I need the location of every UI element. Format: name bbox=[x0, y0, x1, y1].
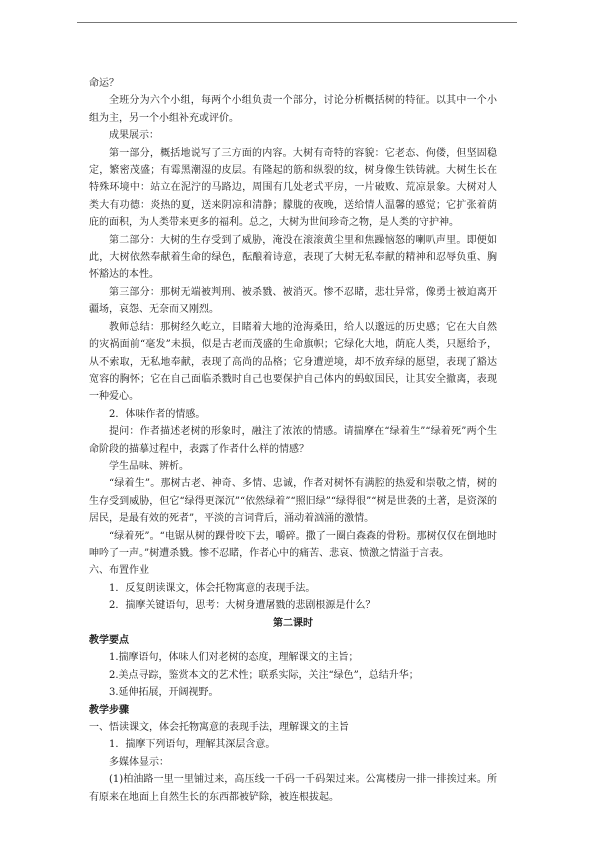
paragraph: 提问：作者描述老树的形象时，融注了浓浓的情感。请揣摩在“绿着生”“绿着死”两个生命阶段的描摹过程中，表露了作者什么样的情感？ bbox=[89, 426, 497, 455]
paragraph: 成果展示： bbox=[109, 130, 159, 142]
list-item: 1．揣摩下列语句，理解其深层含意。 bbox=[109, 739, 276, 751]
paragraph: “绿着生”。那树古老、神奇、多情、忠诚，作者对树怀有满腔的热爱和崇敬之情，树的生存受到威胁，但它“绿得更深沉”“依然绿着”“照旧绿”“绿得很”“树是世袭的土著，是资深的居民，是最有效的死者”，平淡的言词背后，涌动着汹涌的激情。 bbox=[89, 478, 497, 525]
list-item: 2.美点寻踪，鉴赏本文的艺术性；联系实际，关注“绿色”，总结升华； bbox=[109, 669, 419, 681]
paragraph: 命运？ bbox=[89, 78, 119, 89]
list-item: 3.延伸拓展，开阔视野。 bbox=[109, 687, 219, 699]
section-heading: 六、布置作业 bbox=[89, 565, 149, 577]
paragraph: 教师总结：那树经久屹立，目睹着大地的沧海桑田，给人以邈远的历史感；它在大自然的灾祸面前“毫发”未损，似是古老而茂盛的生命旗帜；它绿化大地，荫庇人类，只愿给予，从不索取，无私地奉献，表现了高尚的品格；它身遭逆境，却不放弃绿的愿望，表现了豁达宽容的胸怀；它在自己面临杀戮时自己也要保护自己体内的蚂蚁国民，让其安全撤离，表现一种爱心。 bbox=[89, 321, 497, 403]
document-body bbox=[89, 75, 497, 806]
paragraph: 2．体味作者的情感。 bbox=[109, 408, 206, 420]
list-item: 1.揣摩语句，体味人们对老树的态度，理解课文的主旨； bbox=[109, 652, 359, 664]
paragraph: 第二部分：大树的生存受到了威胁，淹没在滚滚黄尘里和焦躁恼怒的喇叭声里。即便如此，大树依然奉献着生命的绿色，酝酿着诗意，表现了大树无私奉献的精神和忍辱负重、胸怀豁达的本性。 bbox=[89, 234, 497, 281]
paragraph: 全班分为六个小组，每两个小组负责一个部分，讨论分析概括树的特征。以其中一个小组为主，另一个小组补充或评价。 bbox=[89, 95, 497, 124]
list-item: 2．揣摩关键语句，思考：大树身遭屠戮的悲剧根源是什么？ bbox=[109, 600, 376, 612]
section-heading: 一、悟读课文，体会托物寓意的表现手法，理解课文的主旨 bbox=[89, 722, 349, 734]
bold-heading: 教学步骤 bbox=[89, 704, 129, 716]
paragraph: 学生品味、辨析。 bbox=[109, 460, 189, 472]
list-item: 1．反复朗读课文，体会托物寓意的表现手法。 bbox=[109, 582, 316, 594]
paragraph: 第一部分，概括地说写了三方面的内容。大树有奇特的容貌：它老态、佝偻，但坚固稳定，繁密茂盛；有霉黑潮湿的皮层。有隆起的筋和纵裂的纹，树身像生铁铸就。大树生长在特殊环境中：站立在泥泞的马路边，周围有几处老式平房，一片破败、荒凉景象。大树对人类大有功德：炎热的夏，送来阴凉和清静；朦胧的夜晚，送给情人温馨的感觉；它扩张着荫庇的面积，为人类带来更多的福利。总之，大树为世间珍奇之物，是人类的守护神。 bbox=[89, 147, 497, 229]
paragraph: “绿着死”。“电锯从树的踝骨咬下去，嚼碎。撒了一圈白森森的骨粉。那树仅仅在倒地时呻吟了一声。”树遭杀戮。惨不忍睹，作者心中的痛苦、悲哀、愤激之情溢于言表。 bbox=[89, 530, 497, 559]
paragraph: (1)柏油路一里一里铺过来，高压线一千码一千码架过来。公寓楼房一排一排挨过来。所有原来在地面上自然生长的东西都被铲除，被连根拔起。 bbox=[89, 774, 497, 803]
bold-heading: 教学要点 bbox=[89, 635, 129, 646]
lesson-title: 第二课时 bbox=[273, 617, 313, 629]
header-rule bbox=[77, 22, 517, 23]
paragraph: 第三部分：那树无端被判刑、被杀戮、被消灭。惨不忍睹，悲壮异常，像勇士被迫离开疆场，哀怨、无奈而又刚烈。 bbox=[89, 286, 497, 316]
paragraph: 多媒体显示： bbox=[109, 756, 169, 768]
